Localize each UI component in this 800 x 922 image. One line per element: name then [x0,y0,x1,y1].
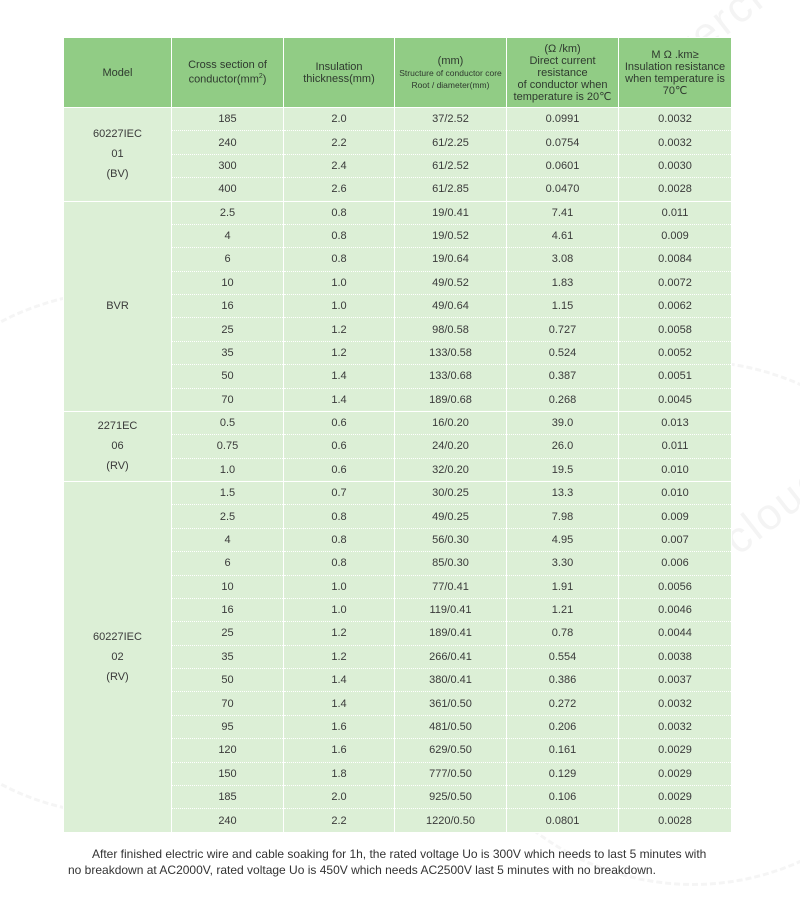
dc-resistance-cell: 1.83 [507,271,619,294]
insulation-resistance-cell: 0.009 [619,224,732,247]
model-label: (RV) [106,671,129,683]
model-label: 01 [111,148,124,161]
cross-section-cell: 4 [172,528,284,551]
model-label: 60227IEC [93,128,142,141]
cross-section-cell: 25 [172,622,284,645]
structure-cell: 189/0.68 [395,388,507,411]
cross-section-cell: 50 [172,669,284,692]
dc-resistance-cell: 7.41 [507,201,619,224]
structure-cell: 61/2.25 [395,131,507,154]
cross-section-cell: 300 [172,154,284,177]
cross-section-cell: 95 [172,715,284,738]
insulation-thickness-cell: 0.6 [284,458,395,481]
cable-spec-table [63,37,732,833]
structure-cell: 361/0.50 [395,692,507,715]
structure-cell: 380/0.41 [395,669,507,692]
dc-resistance-cell: 0.727 [507,318,619,341]
cross-section-cell: 185 [172,108,284,131]
dc-resistance-cell: 0.0991 [507,108,619,131]
cross-section-cell: 35 [172,341,284,364]
insulation-resistance-cell: 0.010 [619,482,732,505]
insulation-resistance-cell: 0.0062 [619,295,732,318]
structure-cell: 119/0.41 [395,598,507,621]
table-row [64,108,732,131]
dc-resistance-cell: 0.524 [507,341,619,364]
structure-cell: 133/0.58 [395,341,507,364]
structure-cell: 16/0.20 [395,411,507,434]
insulation-resistance-cell: 0.0032 [619,715,732,738]
header-insulation-thickness: Insulation thickness(mm) [284,38,395,108]
insulation-thickness-cell: 0.8 [284,505,395,528]
model-label: (RV) [106,460,129,473]
dc-resistance-cell: 0.161 [507,739,619,762]
insulation-resistance-cell: 0.0037 [619,669,732,692]
insulation-resistance-cell: 0.0046 [619,598,732,621]
insulation-resistance-cell: 0.011 [619,435,732,458]
header-row [64,38,732,108]
structure-cell: 24/0.20 [395,435,507,458]
dc-resistance-cell: 0.78 [507,622,619,645]
cross-section-cell: 240 [172,809,284,833]
insulation-thickness-cell: 1.8 [284,762,395,785]
cross-section-cell: 4 [172,224,284,247]
dc-resistance-cell: 0.106 [507,785,619,808]
cross-section-cell: 1.5 [172,482,284,505]
dc-resistance-cell: 19.5 [507,458,619,481]
insulation-resistance-cell: 0.011 [619,201,732,224]
structure-cell: 61/2.85 [395,178,507,201]
cross-section-cell: 185 [172,785,284,808]
insulation-resistance-cell: 0.0052 [619,341,732,364]
structure-cell: 19/0.64 [395,248,507,271]
insulation-thickness-cell: 1.4 [284,669,395,692]
structure-cell: 629/0.50 [395,739,507,762]
structure-cell: 98/0.58 [395,318,507,341]
dc-resistance-cell: 0.387 [507,365,619,388]
insulation-thickness-cell: 1.2 [284,622,395,645]
insulation-resistance-cell: 0.0038 [619,645,732,668]
dc-resistance-cell: 1.91 [507,575,619,598]
insulation-resistance-cell: 0.0029 [619,739,732,762]
dc-resistance-cell: 0.0801 [507,809,619,833]
dc-resistance-cell: 39.0 [507,411,619,434]
cross-section-cell: 50 [172,365,284,388]
insulation-thickness-cell: 0.8 [284,224,395,247]
dc-resistance-cell: 0.272 [507,692,619,715]
insulation-thickness-cell: 0.6 [284,435,395,458]
insulation-thickness-cell: 2.0 [284,108,395,131]
cross-section-cell: 70 [172,692,284,715]
insulation-thickness-cell: 1.0 [284,295,395,318]
model-cell [64,108,172,202]
model-label: 02 [111,651,124,663]
insulation-thickness-cell: 0.8 [284,248,395,271]
insulation-resistance-cell: 0.0044 [619,622,732,645]
cross-section-cell: 0.75 [172,435,284,458]
structure-cell: 61/2.52 [395,154,507,177]
structure-cell: 19/0.52 [395,224,507,247]
insulation-thickness-cell: 1.0 [284,598,395,621]
structure-cell: 777/0.50 [395,762,507,785]
insulation-resistance-cell: 0.0058 [619,318,732,341]
insulation-resistance-cell: 0.0028 [619,178,732,201]
dc-resistance-cell: 0.0470 [507,178,619,201]
insulation-thickness-cell: 2.2 [284,131,395,154]
insulation-thickness-cell: 0.7 [284,482,395,505]
insulation-thickness-cell: 1.0 [284,575,395,598]
dc-resistance-cell: 0.554 [507,645,619,668]
structure-cell: 30/0.25 [395,482,507,505]
cross-section-cell: 35 [172,645,284,668]
insulation-resistance-cell: 0.010 [619,458,732,481]
dc-resistance-cell: 7.98 [507,505,619,528]
insulation-resistance-cell: 0.0028 [619,809,732,833]
insulation-resistance-cell: 0.0029 [619,762,732,785]
note-line-2: no breakdown at AC2000V, rated voltage Uo is 450V which needs AC2500V last 5 minutes with no breakdown. [68,863,656,877]
header-insulation-resistance: M Ω .km≥ Insulation resistance when temperature is 70℃ [619,38,732,108]
insulation-thickness-cell: 0.8 [284,201,395,224]
cross-section-cell: 0.5 [172,411,284,434]
insulation-thickness-cell: 1.4 [284,365,395,388]
insulation-thickness-cell: 0.8 [284,528,395,551]
model-label: BVR [106,300,129,313]
insulation-thickness-cell: 1.0 [284,271,395,294]
insulation-resistance-cell: 0.0032 [619,692,732,715]
insulation-resistance-cell: 0.013 [619,411,732,434]
model-label: 2271EC [97,420,138,433]
structure-cell: 85/0.30 [395,552,507,575]
insulation-thickness-cell: 0.6 [284,411,395,434]
cross-section-cell: 10 [172,271,284,294]
insulation-resistance-cell: 0.0056 [619,575,732,598]
structure-cell: 925/0.50 [395,785,507,808]
dc-resistance-cell: 4.61 [507,224,619,247]
insulation-resistance-cell: 0.007 [619,528,732,551]
insulation-thickness-cell: 2.4 [284,154,395,177]
header-model: Model [64,38,172,108]
insulation-resistance-cell: 0.006 [619,552,732,575]
dc-resistance-cell: 0.386 [507,669,619,692]
structure-cell: 32/0.20 [395,458,507,481]
insulation-resistance-cell: 0.0072 [619,271,732,294]
dc-resistance-cell: 4.95 [507,528,619,551]
insulation-thickness-cell: 2.0 [284,785,395,808]
dc-resistance-cell: 1.15 [507,295,619,318]
header-conductor-structure: (mm) Structure of conductor core Root / diameter(mm) [395,38,507,108]
cross-section-cell: 70 [172,388,284,411]
model-cell [64,482,172,833]
cross-section-cell: 1.0 [172,458,284,481]
dc-resistance-cell: 13.3 [507,482,619,505]
cross-section-cell: 10 [172,575,284,598]
insulation-resistance-cell: 0.0030 [619,154,732,177]
structure-cell: 49/0.25 [395,505,507,528]
insulation-thickness-cell: 0.8 [284,552,395,575]
dc-resistance-cell: 26.0 [507,435,619,458]
insulation-thickness-cell: 2.2 [284,809,395,833]
structure-cell: 1220/0.50 [395,809,507,833]
structure-cell: 49/0.52 [395,271,507,294]
model-cell [64,201,172,411]
structure-cell: 266/0.41 [395,645,507,668]
structure-cell: 56/0.30 [395,528,507,551]
cross-section-cell: 400 [172,178,284,201]
dc-resistance-cell: 0.0601 [507,154,619,177]
model-label: 06 [111,440,124,453]
insulation-resistance-cell: 0.009 [619,505,732,528]
cross-section-cell: 120 [172,739,284,762]
structure-cell: 49/0.64 [395,295,507,318]
model-label: (BV) [106,168,129,181]
dc-resistance-cell: 0.129 [507,762,619,785]
dc-resistance-cell: 0.206 [507,715,619,738]
cross-section-cell: 16 [172,598,284,621]
note-line-1: After finished electric wire and cable soaking for 1h, the rated voltage Uo is 300V which needs to last 5 minutes with [92,847,707,861]
cross-section-cell: 6 [172,248,284,271]
insulation-thickness-cell: 1.2 [284,318,395,341]
dc-resistance-cell: 3.30 [507,552,619,575]
structure-cell: 37/2.52 [395,108,507,131]
cross-section-cell: 2.5 [172,505,284,528]
header-cross-section: Cross section of $conductor(mm^2)$ [172,38,284,108]
insulation-thickness-cell: 2.6 [284,178,395,201]
structure-cell: 77/0.41 [395,575,507,598]
table-row [64,201,732,224]
structure-cell: 481/0.50 [395,715,507,738]
table-row [64,411,732,434]
insulation-resistance-cell: 0.0045 [619,388,732,411]
test-note [68,846,736,878]
insulation-thickness-cell: 1.4 [284,692,395,715]
insulation-thickness-cell: 1.2 [284,341,395,364]
header-dc-resistance: (Ω /km) Direct current resistance of conductor when temperature is 20℃ [507,38,619,108]
insulation-resistance-cell: 0.0032 [619,131,732,154]
dc-resistance-cell: 1.21 [507,598,619,621]
insulation-resistance-cell: 0.0032 [619,108,732,131]
insulation-thickness-cell: 1.2 [284,645,395,668]
insulation-resistance-cell: 0.0084 [619,248,732,271]
dc-resistance-cell: 0.268 [507,388,619,411]
structure-cell: 189/0.41 [395,622,507,645]
structure-cell: 133/0.68 [395,365,507,388]
insulation-thickness-cell: 1.6 [284,715,395,738]
model-label: 60227IEC [93,631,142,643]
cross-section-cell: 150 [172,762,284,785]
structure-cell: 19/0.41 [395,201,507,224]
table-row [64,482,732,505]
cross-section-cell: 16 [172,295,284,318]
insulation-thickness-cell: 1.4 [284,388,395,411]
insulation-resistance-cell: 0.0051 [619,365,732,388]
insulation-thickness-cell: 1.6 [284,739,395,762]
dc-resistance-cell: 3.08 [507,248,619,271]
dc-resistance-cell: 0.0754 [507,131,619,154]
cross-section-cell: 240 [172,131,284,154]
cross-section-cell: 6 [172,552,284,575]
cross-section-cell: 2.5 [172,201,284,224]
model-cell [64,411,172,481]
cross-section-cell: 25 [172,318,284,341]
insulation-resistance-cell: 0.0029 [619,785,732,808]
